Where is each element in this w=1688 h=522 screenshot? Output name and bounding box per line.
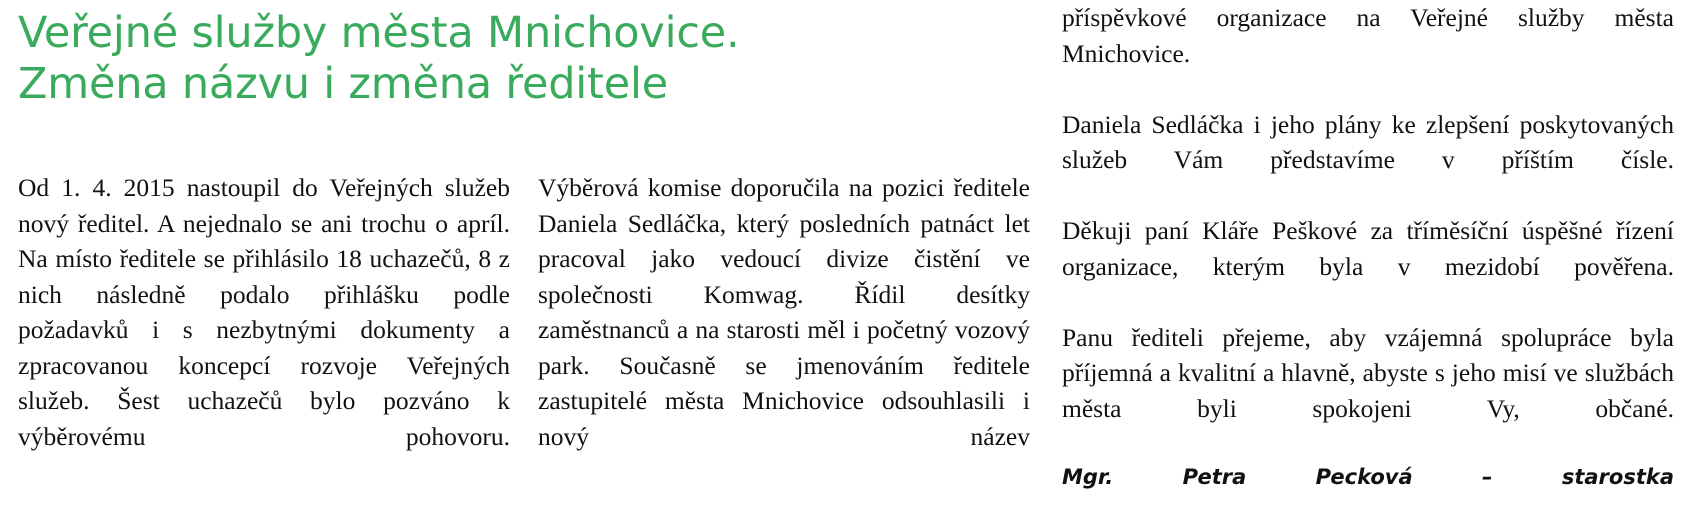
article-column-3 (1062, 0, 1674, 522)
paragraph: Panu řediteli přejeme, aby vzájemná spolupráce byla příjemná a kvalitní a hlavně, abyste s jeho misí ve službách města byli spokojeni Vy, občané. (1062, 322, 1674, 423)
paragraph: Od 1. 4. 2015 nastoupil do Veřejných služeb nový ředitel. A nejednalo se ani trochu o apríl. Na místo ředitele se přihlásilo 18 uchazečů, 8 z nich následně podalo přihlášku podle požadavků i s nezbytnými dokumenty a zpracovanou koncepcí rozvoje Veřejných služeb. Šest uchazečů bylo pozváno k výběrovému pohovoru. (18, 173, 510, 451)
paragraph: Výběrová komise doporučila na pozici ředitele Daniela Sedláčka, který posledních patnáct let pracoval jako vedoucí divize čistění ve společnosti Komwag. Řídil desítky zaměstnanců a na starosti měl i početný vozový park. Současně se jmenováním ředitele zastupitelé města Mnichovice odsouhlasili i nový název (538, 173, 1030, 451)
page-title-line-1: Veřejné služby města Mnichovice. (18, 8, 740, 58)
article-column-2 (538, 170, 1030, 490)
paragraph: příspěvkové organizace na Veřejné služby města Mnichovice. (1062, 3, 1674, 68)
paragraph: Děkuji paní Kláře Peškové za tříměsíční úspěšné řízení organizace, kterým byla v mezidobí pověřena. (1062, 216, 1674, 281)
article-column-1 (18, 170, 510, 490)
page-title-line-2: Změna názvu i změna ředitele (18, 59, 668, 109)
author-signature: Mgr. Petra Pecková – starostka (1062, 464, 1674, 489)
paragraph: Daniela Sedláčka i jeho plány ke zlepšení poskytovaných služeb Vám představíme v příštím čísle. (1062, 109, 1674, 174)
